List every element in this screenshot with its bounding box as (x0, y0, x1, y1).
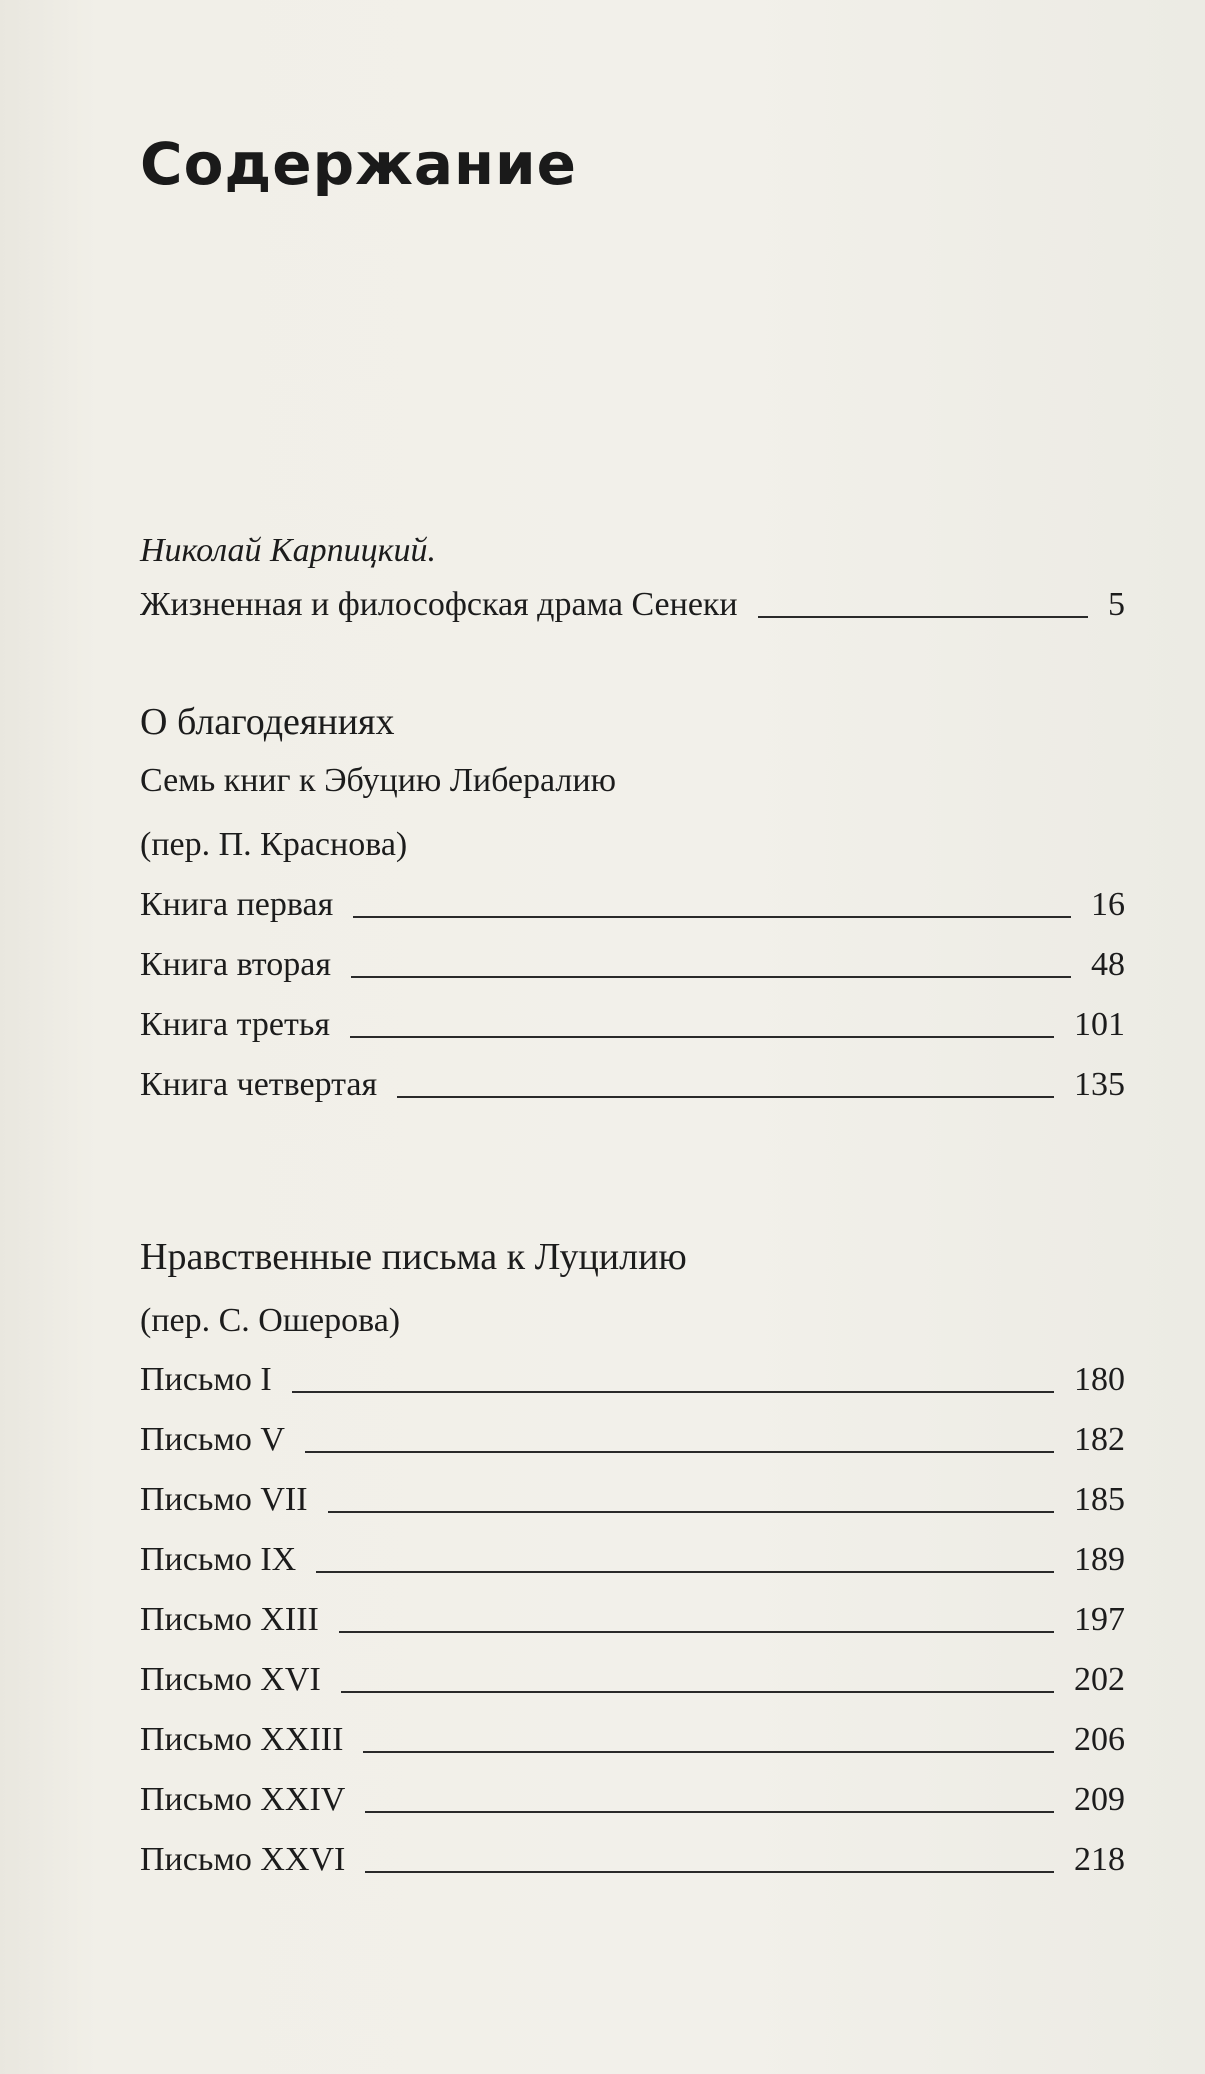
toc-row-page: 101 (1074, 1006, 1125, 1043)
toc-row-label: Книга вторая (140, 946, 331, 983)
toc-row (140, 1655, 1125, 1699)
toc-row (140, 940, 1125, 984)
toc-row (140, 1835, 1125, 1879)
toc-row (140, 1060, 1125, 1104)
toc-row-label: Письмо XXIII (140, 1721, 344, 1758)
toc-row (140, 880, 1125, 924)
toc-row-label: Письмо V (140, 1421, 285, 1458)
toc-row-page: 135 (1074, 1066, 1125, 1103)
leader-line (341, 1690, 1054, 1693)
toc-row-label: Письмо IX (140, 1541, 297, 1578)
toc-row-page: 209 (1074, 1781, 1125, 1818)
toc-row-page: 48 (1091, 946, 1125, 983)
toc-row-page: 180 (1074, 1361, 1125, 1398)
toc-row-label: Письмо I (140, 1361, 272, 1398)
leader-line (305, 1450, 1054, 1453)
toc-row (140, 1355, 1125, 1399)
toc-row-label: Письмо XIII (140, 1601, 319, 1638)
letters-translator: (пер. С. Ошерова) (140, 1302, 401, 1339)
toc-row (140, 1415, 1125, 1459)
toc-row-page: 5 (1108, 586, 1125, 623)
toc-row (140, 1475, 1125, 1519)
benefits-subtitle: Семь книг к Эбуцию Либералию (140, 762, 616, 799)
toc-row-page: 206 (1074, 1721, 1125, 1758)
leader-line (353, 915, 1071, 918)
toc-row-label: Письмо VII (140, 1481, 308, 1518)
contents-title: Содержание (140, 130, 578, 198)
toc-row-page: 185 (1074, 1481, 1125, 1518)
leader-line (339, 1630, 1054, 1633)
leader-line (350, 1035, 1054, 1038)
intro-author: Николай Карпицкий. (140, 532, 437, 569)
toc-row-label: Жизненная и философская драма Сенеки (140, 586, 738, 623)
leader-line (365, 1870, 1054, 1873)
leader-line (758, 615, 1088, 618)
toc-row (140, 1595, 1125, 1639)
toc-row-label: Книга третья (140, 1006, 330, 1043)
benefits-translator: (пер. П. Краснова) (140, 826, 408, 863)
toc-row-label: Книга первая (140, 886, 334, 923)
toc-row-page: 197 (1074, 1601, 1125, 1638)
toc-row-label: Письмо XVI (140, 1661, 321, 1698)
toc-row (140, 1535, 1125, 1579)
toc-row-page: 218 (1074, 1841, 1125, 1878)
leader-line (365, 1810, 1054, 1813)
leader-line (351, 975, 1071, 978)
toc-row-page: 202 (1074, 1661, 1125, 1698)
toc-row-page: 182 (1074, 1421, 1125, 1458)
section-title-benefits: О благодеяниях (140, 701, 395, 743)
toc-row-page: 16 (1091, 886, 1125, 923)
toc-row-label: Письмо XXVI (140, 1841, 346, 1878)
toc-row-label: Письмо XXIV (140, 1781, 346, 1818)
leader-line (292, 1390, 1054, 1393)
toc-row (140, 1715, 1125, 1759)
toc-row-page: 189 (1074, 1541, 1125, 1578)
leader-line (397, 1095, 1054, 1098)
toc-row (140, 1775, 1125, 1819)
toc-row-intro (140, 580, 1125, 624)
leader-line (316, 1570, 1054, 1573)
leader-line (328, 1510, 1054, 1513)
toc-row-label: Книга четвертая (140, 1066, 378, 1103)
leader-line (363, 1750, 1054, 1753)
section-title-letters: Нравственные письма к Луцилию (140, 1236, 687, 1278)
toc-row (140, 1000, 1125, 1044)
